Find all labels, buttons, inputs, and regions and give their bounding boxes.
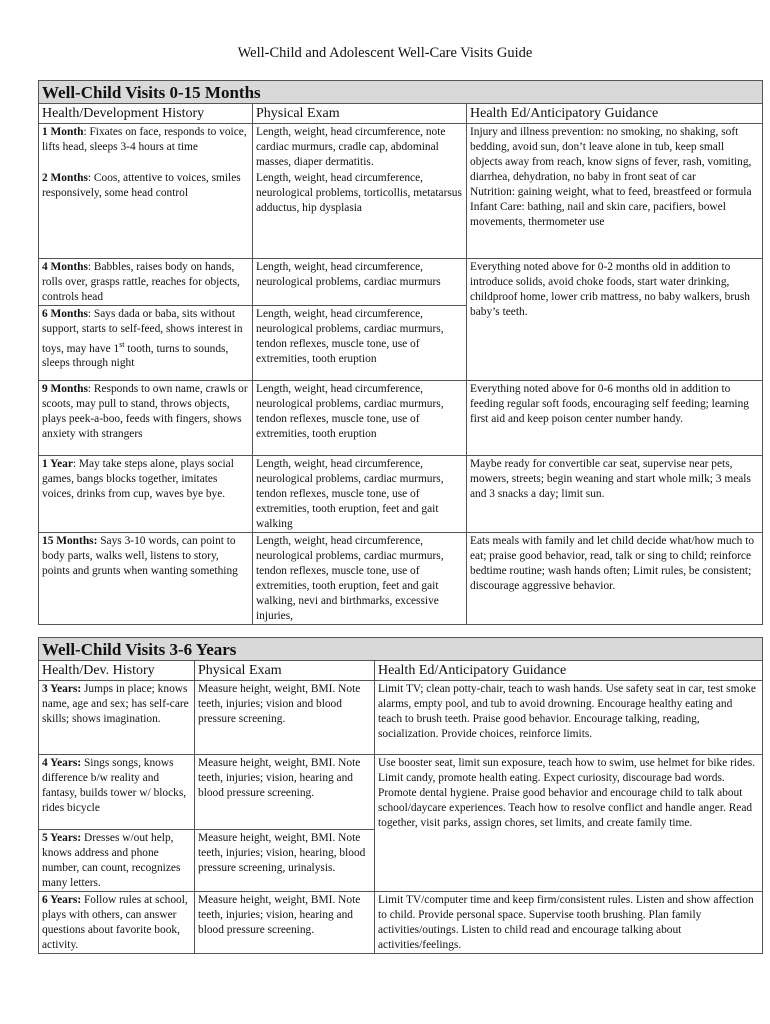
history-cell	[39, 830, 195, 892]
guidance-cell: Limit TV/computer time and keep firm/consistent rules. Listen and show affection to child. Provide personal space. Supervise tooth brushing. Plan family activities/outings. Listen to child read and encourage talking about activities/feelings.	[375, 892, 763, 954]
section-title-row	[39, 81, 763, 104]
guidance-cell: Limit TV; clean potty-chair, teach to wash hands. Use safety seat in car, test smoke alarms, empty pool, and tub to avoid drowning. Encourage healthy eating and teach to brush teeth. Praise good behavior. Encourage talking, reading, socialization. Provide choices, reinforce limits.	[375, 681, 763, 755]
history-text: : Says dada or baba, sits without support, starts to self-feed, shows interest in toys, may have 1	[42, 307, 243, 355]
section-title-row	[39, 638, 763, 661]
exam-cell: Measure height, weight, BMI. Note teeth, injuries; vision, hearing and blood pressure screening.	[195, 755, 375, 830]
history-text: : Fixates on face, responds to voice, lifts head, sleeps 3-4 hours at time	[42, 126, 247, 153]
column-header-row	[39, 661, 763, 681]
history-text: Jumps in place; knows name, age and sex; has self-care skills; shows imagination.	[42, 683, 189, 725]
column-header-history: Health/Development History	[39, 104, 253, 124]
history-text: : May take steps alone, plays social games, bangs blocks together, imitates voices, drinks from cup, waves bye bye.	[42, 457, 234, 500]
guidance-cell: Use booster seat, limit sun exposure, teach how to swim, use helmet for bike rides. Limit candy, promote health eating. Expect curiosity, discourage bad words. Promote dental hygiene. Praise good behavior and encourage child to talk about school/daycare experiences. Teach how to resolve conflict and handle anger. Read together, visit parks, assign chores, set limits, and create family time.	[375, 755, 763, 892]
history-cell	[39, 681, 195, 755]
table-row	[39, 892, 763, 954]
age-label: 9 Months	[42, 382, 88, 395]
table-row	[39, 681, 763, 755]
guidance-cell: Maybe ready for convertible car seat, supervise near pets, mowers, streets; begin weaning and start whole milk; 3 meals and 3 snacks a day; limit sun.	[467, 455, 763, 532]
age-label: 15 Months:	[42, 534, 98, 547]
age-label: 6 Months	[42, 307, 88, 320]
column-header-exam: Physical Exam	[253, 104, 467, 124]
section-title: Well-Child Visits 0-15 Months	[39, 81, 763, 104]
guidance-cell: Injury and illness prevention: no smoking, no shaking, soft bedding, avoid sun, don’t leave alone in tub, keep small objects away from reach, know signs of fever, rash, vomiting, diarrhea, dehydration, no baby in front seat of car Nutrition: gaining weight, what to feed, breastfeed or formula Infant Care: bathing, nail and skin care, pacifiers, bowel movements, thermometer use	[467, 124, 763, 259]
history-text: Sings songs, knows difference b/w reality and fantasy, builds tower w/ blocks, rides bicycle	[42, 757, 187, 814]
age-label: 1 Year	[42, 457, 73, 470]
history-text: Dresses w/out help, knows address and phone number, can count, recognizes many letters.	[42, 832, 181, 889]
age-label: 4 Years:	[42, 757, 82, 769]
age-label: 5 Years:	[42, 832, 82, 844]
history-cell	[39, 124, 253, 171]
table-row	[39, 380, 763, 455]
column-header-history: Health/Dev. History	[39, 661, 195, 681]
history-cell	[39, 532, 253, 624]
age-label: 4 Months	[42, 260, 88, 273]
history-text: tooth, turns to sounds, sleeps through night	[42, 342, 229, 370]
guidance-cell: Everything noted above for 0-6 months old in addition to feeding regular soft foods, encouraging self feeding; learning first aid and keep poison center number handy.	[467, 380, 763, 455]
history-cell	[39, 305, 253, 380]
exam-cell: Length, weight, head circumference, neurological problems, cardiac murmurs, tendon reflexes, muscle tone, use of extremities, tooth eruption, feet and gait walking, nevi and birthmarks, excessive injuries,	[253, 532, 467, 624]
age-label: 1 Month	[42, 126, 84, 138]
table-0-15-months	[38, 80, 763, 625]
age-label: 6 Years:	[42, 894, 82, 906]
document-title: Well-Child and Adolescent Well-Care Visits Guide	[237, 45, 533, 61]
history-text: Says 3-10 words, can point to body parts, walks well, listens to story, points and grunts when wanting something	[42, 534, 238, 577]
exam-cell: Measure height, weight, BMI. Note teeth, injuries; vision, hearing and blood pressure screening.	[195, 892, 375, 954]
age-label: 3 Years:	[42, 683, 82, 695]
column-header-guidance: Health Ed/Anticipatory Guidance	[375, 661, 763, 681]
table-3-6-years	[38, 637, 763, 954]
table-row	[39, 455, 763, 532]
exam-cell: Length, weight, head circumference, neurological problems, torticollis, metatarsus adductus, hip dysplasia	[253, 170, 467, 258]
table-row	[39, 755, 763, 830]
exam-cell: Length, weight, head circumference, neurological problems, cardiac murmurs, tendon reflexes, muscle tone, use of extremities, tooth eruption	[253, 305, 467, 380]
history-text: : Responds to own name, crawls or scoots, may pull to stand, throws objects, plays peek-a-boo, feeds with fingers, shows anxiety with strangers	[42, 382, 248, 440]
column-header-exam: Physical Exam	[195, 661, 375, 681]
exam-cell: Length, weight, head circumference, neurological problems, cardiac murmurs, tendon reflexes, muscle tone, use of extremities, tooth eruption	[253, 380, 467, 455]
exam-cell: Measure height, weight, BMI. Note teeth, injuries; vision, hearing, blood pressure screening, urinalysis.	[195, 830, 375, 892]
history-cell	[39, 892, 195, 954]
guidance-cell: Everything noted above for 0-2 months old in addition to introduce solids, avoid choke foods, start water drinking, childproof home, lower crib mattress, no baby walkers, brush baby’s teeth.	[467, 258, 763, 380]
history-cell	[39, 258, 253, 305]
table-row	[39, 258, 763, 305]
table-row	[39, 124, 763, 171]
history-cell	[39, 455, 253, 532]
section-title: Well-Child Visits 3-6 Years	[39, 638, 763, 661]
history-text: Follow rules at school, plays with others, can answer questions about favorite book, activity.	[42, 894, 188, 951]
exam-cell: Length, weight, head circumference, note cardiac murmurs, cradle cap, abdominal masses, diaper dermatitis.	[253, 124, 467, 171]
history-cell	[39, 755, 195, 830]
ordinal-superscript: st	[119, 339, 125, 349]
table-row	[39, 532, 763, 624]
exam-cell: Length, weight, head circumference, neurological problems, cardiac murmurs, tendon reflexes, muscle tone, use of extremities, tooth eruption, feet and gait walking	[253, 455, 467, 532]
exam-cell: Measure height, weight, BMI. Note teeth, injuries; vision and blood pressure screening.	[195, 681, 375, 755]
history-text: : Coos, attentive to voices, smiles responsively, some head control	[42, 172, 241, 199]
history-cell	[39, 380, 253, 455]
guidance-cell: Eats meals with family and let child decide what/how much to eat; praise good behavior, read, talk or sing to child; reinforce bedtime routine; wash hands often; Limit rules, be consistent; discourage aggressive behavior.	[467, 532, 763, 624]
history-text: : Babbles, raises body on hands, rolls over, grasps rattle, reaches for objects, controls head	[42, 260, 240, 303]
exam-cell: Length, weight, head circumference, neurological problems, cardiac murmurs	[253, 258, 467, 305]
column-header-guidance: Health Ed/Anticipatory Guidance	[467, 104, 763, 124]
history-cell	[39, 170, 253, 258]
age-label: 2 Months	[42, 172, 88, 184]
column-header-row	[39, 104, 763, 124]
